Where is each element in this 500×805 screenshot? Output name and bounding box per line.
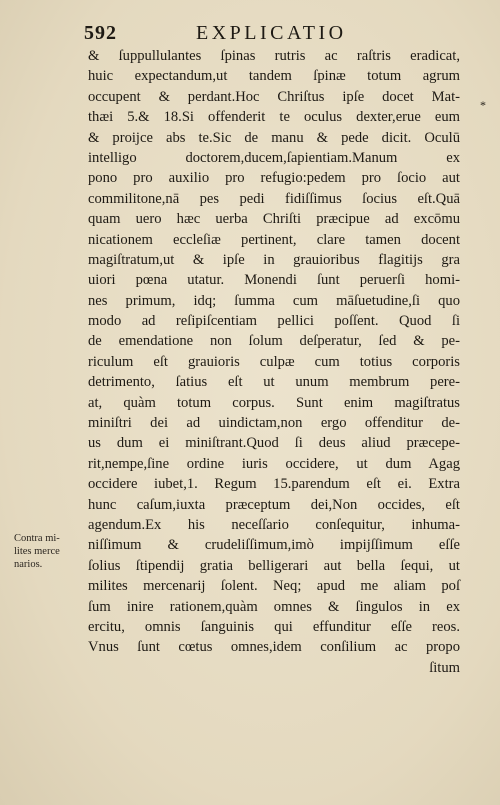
text-line: us dum ei miniſtrant.Quod ſi deus aliud præcepe- <box>88 435 460 452</box>
text-line: ſolius ſtipendij gratia belligerari aut bella ſequi, ut <box>88 557 460 574</box>
text-line: huic expectandum,ut tandem ſpinæ totum agrum <box>88 68 460 85</box>
text-line: Vnus ſunt cœtus omnes,idem conſilium ac propo <box>88 639 460 656</box>
page-header <box>84 22 474 48</box>
text-line: occupent & perdant.Hoc Chriſtus ipſe docet Mat- <box>88 88 460 105</box>
text-line: uiori pœna utatur. Monendi ſunt peruerſi homi- <box>88 272 460 289</box>
text-line: magiſtratum,ut & ipſe in grauioribus flagitijs gra <box>88 251 460 268</box>
text-line: hunc caſum,iuxta præceptum dei,Non occides, eſt <box>88 496 460 513</box>
text-line: commilitone,nā pes pedi fidiſſimus ſocius eſt.Quā <box>88 190 460 207</box>
margin-note-line: narios. <box>14 559 43 570</box>
text-line: niſſimum & crudeliſſimum,imò impijſſimum eſſe <box>88 537 460 554</box>
text-line: rit,nempe,ſine ordine iuris occidere, ut dum Agag <box>88 455 460 472</box>
body-text <box>88 46 460 678</box>
text-line: ercitu, omnis ſanguinis qui effunditur eſſe reos. <box>88 618 460 635</box>
text-line: & ſuppullulantes ſpinas rutris ac raſtris eradicat, <box>88 48 460 64</box>
text-line: occidere iubet,1. Regum 15.parendum eſt ei. Extra <box>88 476 460 493</box>
text-line: at, quàm totum corpus. Sunt enim magiſtratus <box>88 394 460 411</box>
text-line: miniſtri dei ad uindictam,non ergo offenditur de- <box>88 415 460 432</box>
catchword: ſitum <box>429 659 460 676</box>
margin-note <box>14 532 90 571</box>
text-line: pono pro auxilio pro refugio:pedem pro ſocio aut <box>88 170 460 187</box>
page-number: 592 <box>84 22 117 44</box>
text-line: nicationem eccleſiæ pertinent, clare tamen docent <box>88 231 460 248</box>
text-line: detrimento, ſatius eſt ut unum membrum pere- <box>88 374 460 391</box>
text-line: milites mercenarij ſolent. Neq; apud me aliam poſ <box>88 578 460 595</box>
text-line: quam uero hæc uerba Chriſti præcipue ad excōmu <box>88 211 460 228</box>
running-title: EXPLICATIO <box>196 22 347 44</box>
text-line: ſum inire rationem,quàm omnes & ſingulos in ex <box>88 598 460 615</box>
margin-note-line: lites merce <box>14 546 60 557</box>
margin-note-line: Contra mi- <box>14 533 60 544</box>
text-line: thæi 5.& 18.Si offenderit te oculus dexter,erue eum <box>88 109 460 126</box>
text-line: de emendatione non ſolum deſperatur, ſed & pe- <box>88 333 460 350</box>
text-line: riculum eſt grauioris culpæ cum totius corporis <box>88 353 460 370</box>
text-line: nes primum, idq; ſumma cum māſuetudine,ſi quo <box>88 292 460 309</box>
text-line: intelligo doctorem,ducem,ſapientiam.Manum ex <box>88 149 460 166</box>
text-line: modo ad reſipiſcentiam pellici poſſent. Quod ſi <box>88 313 460 330</box>
text-line: & proijce abs te.Sic de manu & pede dicit. Oculū <box>88 129 460 146</box>
margin-mark: * <box>480 98 486 112</box>
text-line: agendum.Ex his neceſſario conſequitur, inhuma- <box>88 516 460 533</box>
